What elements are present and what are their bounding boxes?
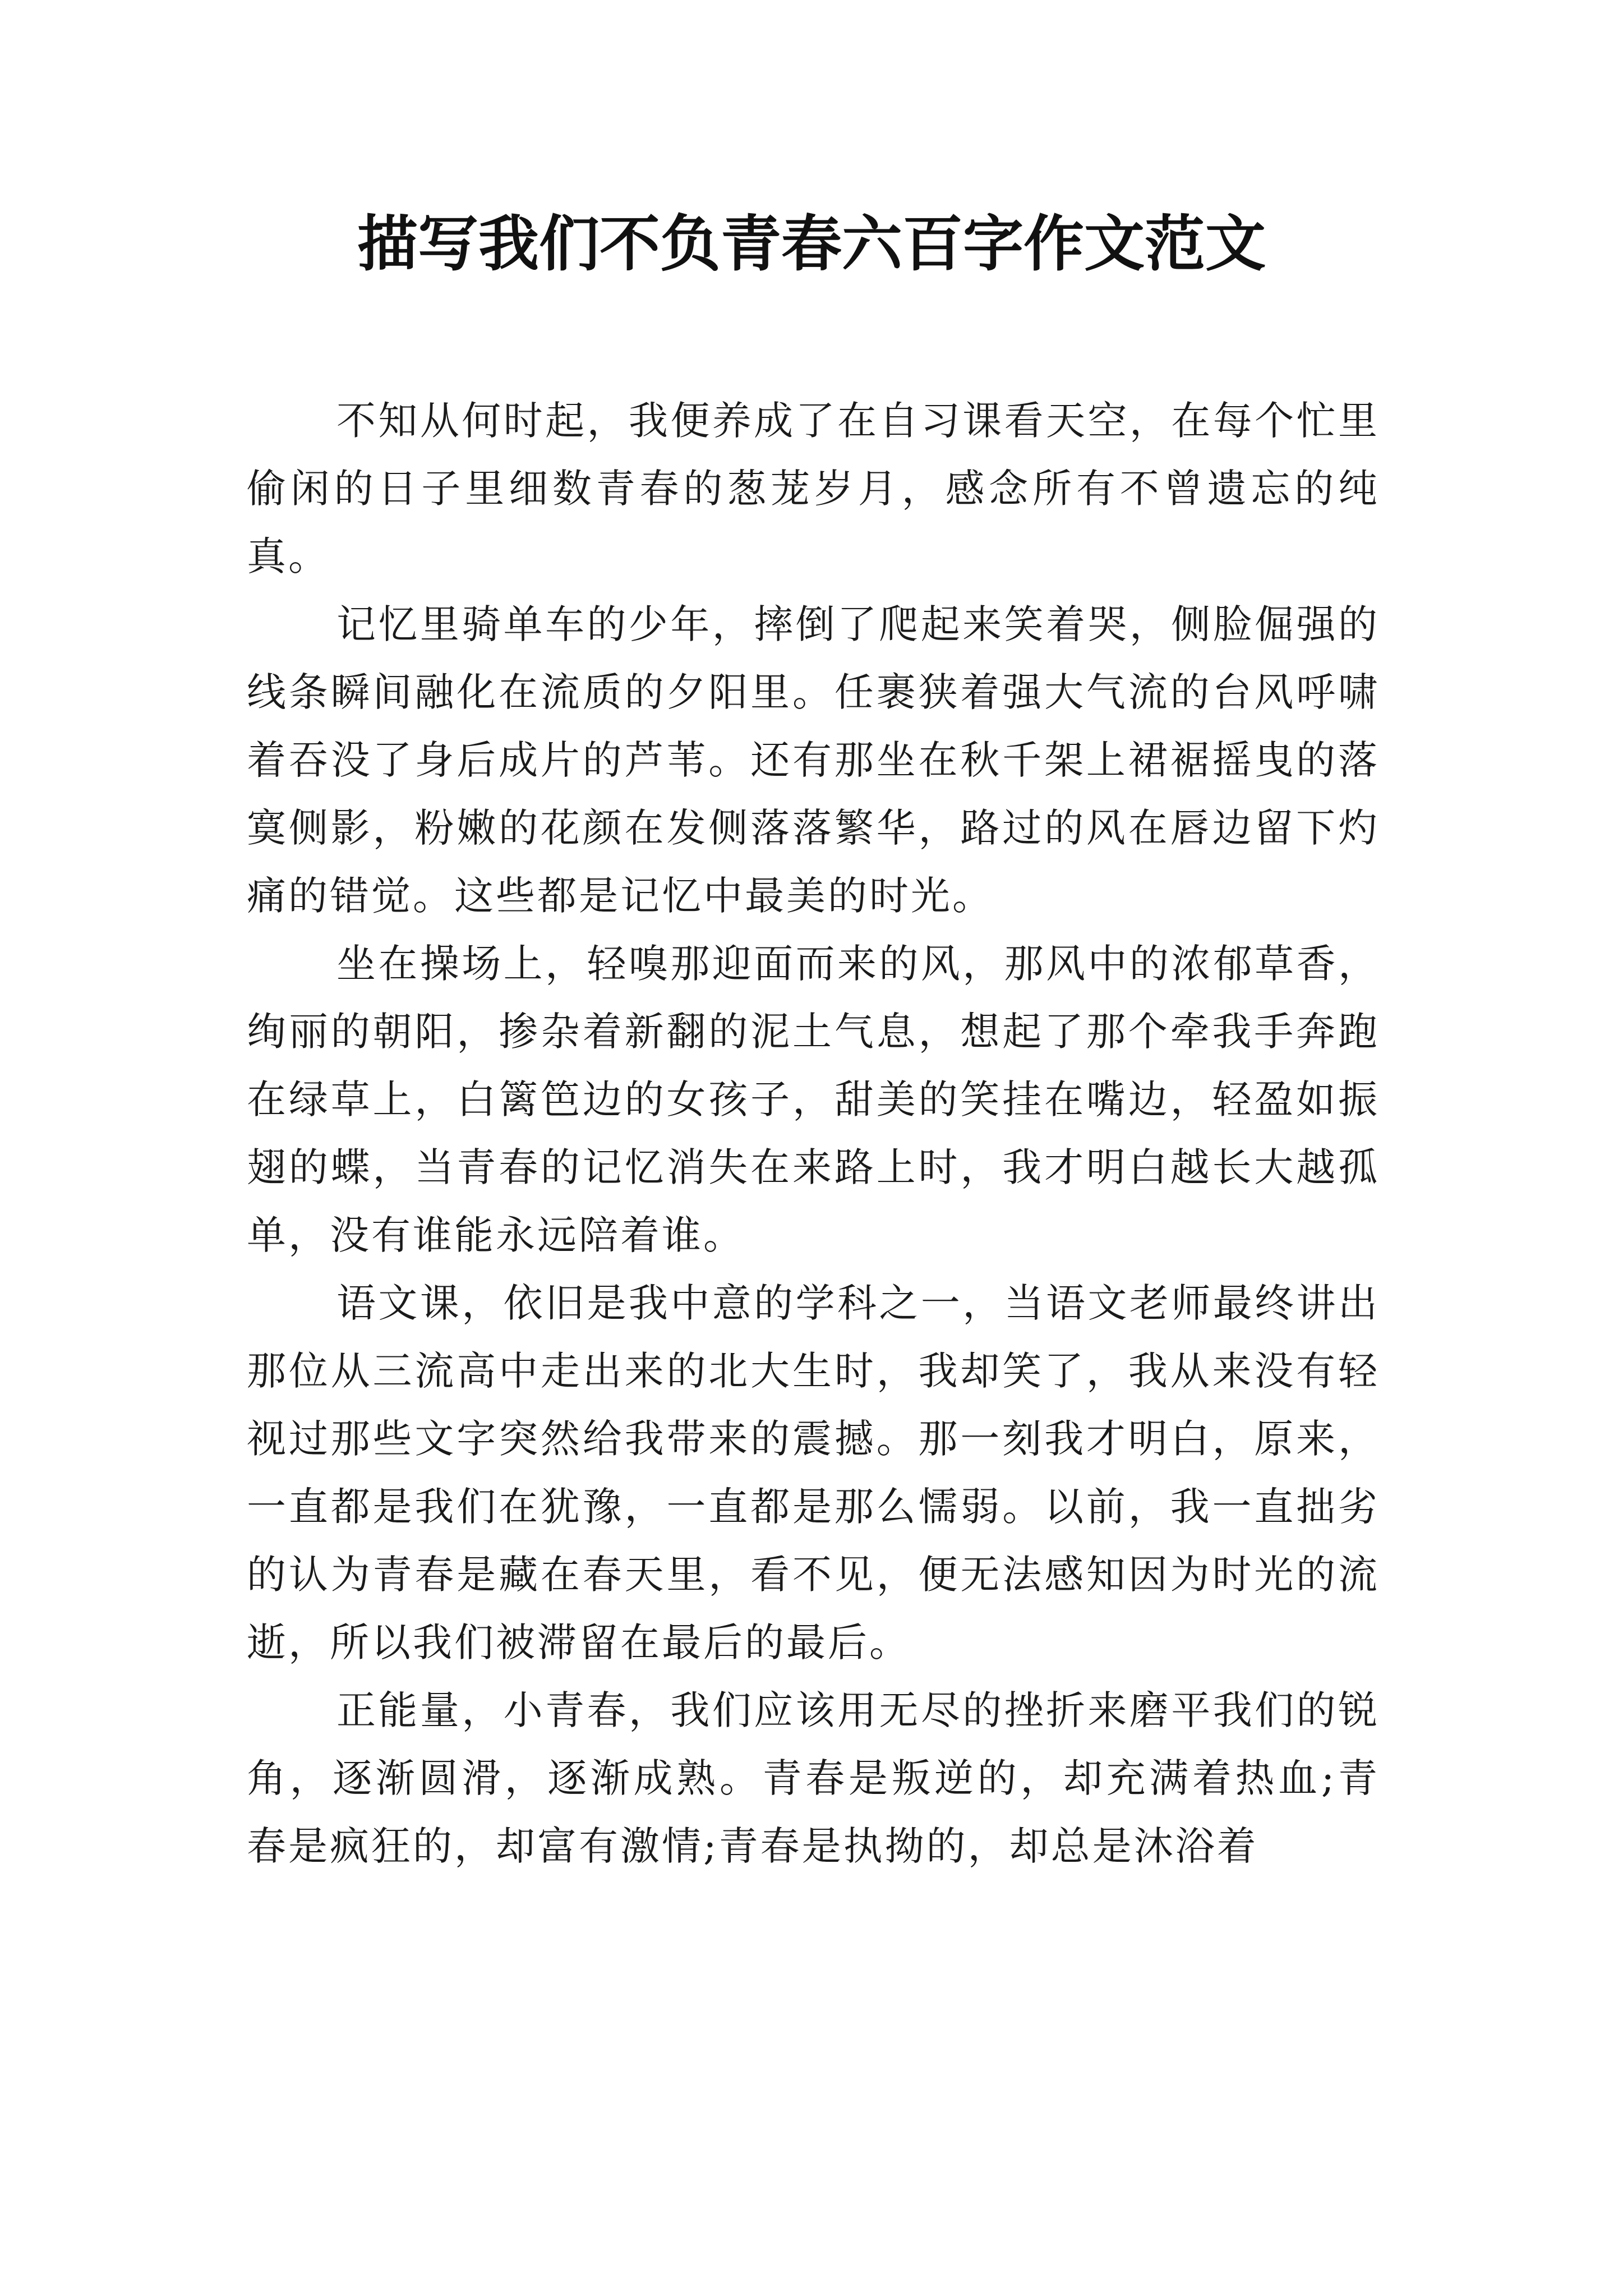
paragraph-2: 记忆里骑单车的少年，摔倒了爬起来笑着哭，侧脸倔强的线条瞬间融化在流质的夕阳里。任裹狭着强大气流的台风呼啸着吞没了身后成片的芦苇。还有那坐在秋千架上裙裾摇曳的落寞侧影，粉嫩的花颜在发侧落落繁华，路过的风在唇边留下灼痛的错觉。这些都是记忆中最美的时光。 — [247, 601, 1380, 919]
document-title: 描写我们不负青春六百字作文范文 — [357, 209, 1266, 279]
paragraph-3: 坐在操场上，轻嗅那迎面而来的风，那风中的浓郁草香，绚丽的朝阳，掺杂着新翻的泥土气息，想起了那个牵我手奔跑在绿草上，白篱笆边的女孩子，甜美的笑挂在嘴边，轻盈如振翅的蝶，当青春的记忆消失在来路上时，我才明白越长大越孤单，没有谁能永远陪着谁。 — [247, 941, 1380, 1258]
document-body — [247, 387, 1380, 1880]
paragraph-4: 语文课，依旧是我中意的学科之一，当语文老师最终讲出那位从三流高中走出来的北大生时，我却笑了，我从来没有轻视过那些文字突然给我带来的震撼。那一刻我才明白，原来，一直都是我们在犹豫，一直都是那么懦弱。以前，我一直拙劣的认为青春是藏在春天里，看不见，便无法感知因为时光的流逝，所以我们被滞留在最后的最后。 — [247, 1280, 1380, 1665]
paragraph-1: 不知从何时起，我便养成了在自习课看天空，在每个忙里偷闲的日子里细数青春的葱茏岁月，感念所有不曾遗忘的纯真。 — [247, 398, 1380, 579]
paragraph-5: 正能量，小青春，我们应该用无尽的挫折来磨平我们的锐角，逐渐圆滑，逐渐成熟。青春是叛逆的，却充满着热血;青春是疯狂的，却富有激情;青春是执拗的，却总是沐浴着 — [247, 1687, 1380, 1869]
